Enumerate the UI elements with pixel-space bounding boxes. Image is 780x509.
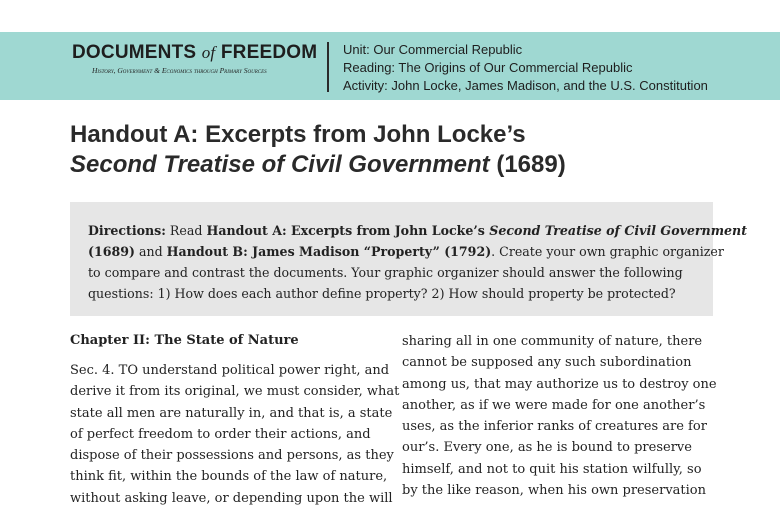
text-line: by the like reason, when his own preservation [402,483,707,499]
activity-label: Activity: John Locke, James Madison, and the U.S. Constitution [343,78,708,93]
text-line: dispose of their possessions and persons, as they [70,448,394,464]
text-line: among us, that may authorize us to destroy one [402,376,717,392]
unit-label: Unit: Our Commercial Republic [343,42,523,57]
banner-divider [327,42,329,92]
text-line: Sec. 4. TO understand political power right, and [70,363,390,378]
brand-suffix: FREEDOM [220,42,318,63]
text-line: cannot be supposed any such subordination [402,355,692,371]
text-line: of perfect freedom to order their actions, and [70,426,371,442]
header-banner [0,32,780,100]
directions-line4: questions: 1) How does each author define property? 2) How should property be protected? [88,286,676,301]
text-line: without asking leave, or depending upon the will [70,490,393,506]
text-line: our’s. Every one, as he is bound to preserve [402,440,692,456]
handout-title [70,120,730,180]
left-column-text [70,360,400,509]
brand-tagline: History, Government & Economics through Primary Sources [92,66,267,75]
text-line: another, as if we were made for one another’s [402,397,706,413]
brand-prefix: DOCUMENTS [72,42,197,63]
directions-label: Directions: [88,223,166,238]
text-line: himself, and not to quit his station wilfully, so [402,461,702,477]
text-line: think fit, within the bounds of the law of nature, [70,469,388,485]
handout-title-line1: Handout A: Excerpts from John Locke’s [70,121,526,148]
chapter-heading: Chapter II: The State of Nature [70,333,299,348]
brand-of: of [201,43,216,62]
reading-label: Reading: The Origins of Our Commercial Republic [343,60,633,75]
treatise-year: (1689) [489,151,566,178]
handout-title-line2 [70,150,730,180]
directions-line2: (1689) and Handout B: James Madison “Property” (1792). Create your own graphic organizer [88,244,724,259]
directions-box [70,202,748,316]
text-line: derive it from its original, we must consider, what [70,384,400,400]
text-line: state all men are naturally in, and that is, a state [70,405,393,421]
treatise-title: Second Treatise of Civil Government [70,151,490,178]
unit-info [343,41,708,95]
text-line: sharing all in one community of nature, there [402,334,703,349]
documents-of-freedom-logo [72,42,318,75]
directions-line3: to compare and contrast the documents. Your graphic organizer should answer the following [88,265,683,280]
right-column-text [402,331,722,501]
directions-line1: Directions: Read Handout A: Excerpts from John Locke’s Second Treatise of Civil Government [88,223,748,238]
text-line: uses, as the inferior ranks of creatures are for [402,419,707,435]
brand-title [72,42,318,64]
